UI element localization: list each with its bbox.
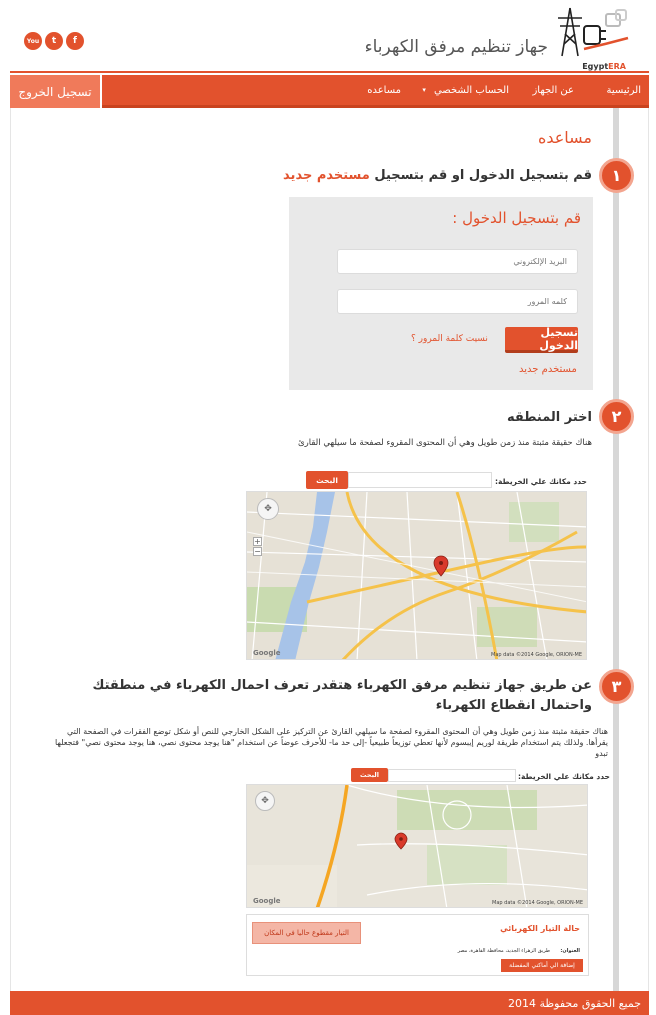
step-1-heading: [192, 168, 592, 183]
nav-item-home[interactable]: الرئيسية: [606, 84, 641, 96]
step-2-search-input[interactable]: [348, 472, 492, 488]
address-label: العنوان:: [560, 948, 580, 954]
step-2-badge: ٢: [599, 399, 634, 434]
step-3-map[interactable]: [246, 784, 588, 908]
twitter-icon[interactable]: t: [45, 32, 63, 50]
step-3-search-button[interactable]: البحث: [351, 768, 388, 782]
main-nav: [10, 75, 649, 108]
power-status-title: حالة التيار الكهربائي: [500, 924, 580, 933]
forgot-password-link[interactable]: نسيت كلمة المرور ؟: [411, 334, 488, 344]
step-1-new-user-link[interactable]: مستخدم جديد: [283, 168, 370, 183]
login-title: قم بتسجيل الدخول :: [452, 209, 581, 227]
step-3-heading: عن طريق جهاز تنظيم مرفق الكهرباء هتقدر تعرف احمال الكهرباء في منطقتك واحتمال انقطاع الكهرباء: [92, 678, 592, 713]
step-3-search-label: حدد مكانك علي الخريطة:: [518, 772, 610, 781]
step-2-map[interactable]: [246, 491, 587, 660]
map-pan-icon[interactable]: ✥: [255, 791, 275, 811]
site-title: جهاز تنظيم مرفق الكهرباء: [364, 37, 548, 57]
site-footer: [10, 991, 649, 1015]
map-credit: Map data ©2014 Google, ORION-ME: [491, 652, 582, 658]
social-links: [24, 32, 84, 50]
address-value: طريق الزهراء الجديد، محافظة القاهرة، مصر: [457, 948, 550, 954]
map-credit: Map data ©2014 Google, ORION-ME: [492, 900, 583, 906]
footer-copyright: جميع الحقوق محفوظة 2014: [507, 997, 641, 1010]
map-google-logo: Google: [253, 897, 281, 905]
nav-item-about[interactable]: عن الجهاز: [532, 84, 574, 96]
power-outage-alert: التيار مقطوع حاليا في المكان: [252, 922, 361, 944]
step-3-map-graphic: [247, 785, 588, 908]
new-user-link[interactable]: مستخدم جديد: [519, 364, 577, 375]
step-2-search-button[interactable]: البحث: [306, 471, 348, 489]
map-zoom-out-icon[interactable]: −: [254, 547, 261, 556]
logout-button[interactable]: تسجيل الخروج: [10, 75, 102, 108]
power-status-card: [246, 914, 589, 976]
step-2-paragraph: هناك حقيقة مثبتة منذ زمن طويل وهي أن المحتوى المقروء لصفحة ما سيلهي القارئ: [298, 438, 592, 448]
step-2-map-graphic: [247, 492, 587, 660]
site-header: [0, 0, 656, 70]
nav-item-help[interactable]: مساعده: [367, 84, 401, 96]
step-1-heading-text: قم بتسجيل الدخول او قم بتسجيل: [374, 168, 592, 183]
page-title: مساعده: [537, 128, 592, 147]
map-zoom-in-icon[interactable]: +: [254, 537, 261, 546]
facebook-icon[interactable]: f: [66, 32, 84, 50]
login-form: [289, 197, 593, 390]
nav-item-account-label: الحساب الشخصي: [433, 84, 509, 96]
header-divider: [10, 71, 649, 73]
step-3-badge: ٣: [599, 669, 634, 704]
step-3-paragraph: هناك حقيقة مثبتة منذ زمن طويل وهي أن المحتوى المقروء لصفحة ما سيلهي القارئ عن التركيز على الشكل الخارجي للنص أو شكل توضع الفقرات في الصفحة التي يقرأها. ولذلك يتم استخدام طريقة لوريم إيبسوم لأنها تعطي توزيعاً طبيعياً -إلى حد ما- للأحرف عوضاً عن استخدام "هنا يوجد محتوى نصي، هنا يوجد محتوى نصي" فتجعلها تبدو: [54, 727, 608, 758]
step-2-heading: اختر المنطقه: [506, 410, 592, 425]
step-1-badge: ١: [599, 158, 634, 193]
logo-wordmark: [582, 62, 626, 71]
logo-text-prefix: Egypt: [582, 62, 609, 71]
map-pan-icon[interactable]: ✥: [257, 498, 279, 520]
add-favorite-button[interactable]: إضافة الي أماكني المفضلة: [501, 959, 583, 972]
egyptera-logo[interactable]: [556, 4, 634, 70]
caret-down-icon: ▾: [422, 86, 426, 94]
step-3-search-input[interactable]: [388, 769, 516, 782]
youtube-icon[interactable]: You: [24, 32, 42, 50]
step-2-search-label: حدد مكانك علي الخريطة:: [495, 477, 587, 486]
nav-item-account[interactable]: [422, 75, 509, 105]
login-button[interactable]: تسجيل الدخول: [505, 327, 578, 353]
map-google-logo: Google: [253, 649, 281, 657]
steps-timeline: [613, 108, 619, 991]
logo-text-suffix: ERA: [608, 62, 626, 71]
password-field[interactable]: [337, 289, 578, 314]
email-field[interactable]: [337, 249, 578, 274]
